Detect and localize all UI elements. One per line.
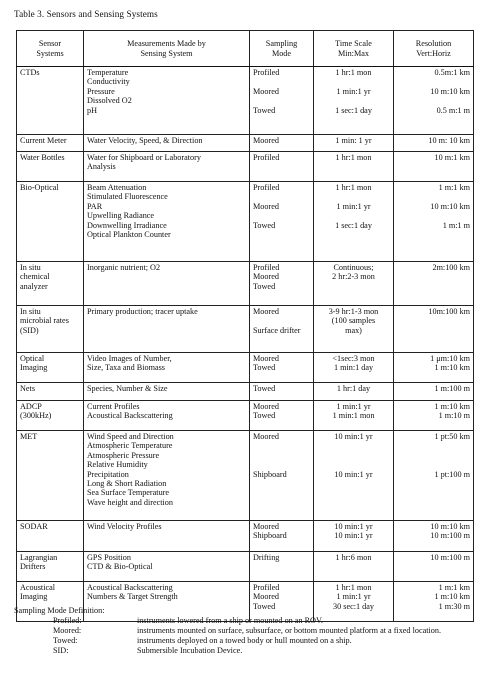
table-title: Table 3. Sensors and Sensing Systems [14, 9, 158, 19]
cell-line: Upwelling Radiance [87, 211, 155, 221]
cell-line: Moored [253, 592, 279, 602]
cell-line [253, 192, 310, 201]
cell-line: 10 min:1 yr [334, 469, 373, 479]
sampling-mode-cell [250, 262, 314, 306]
cell-line: Atmospheric Temperature [87, 441, 173, 451]
sampling-mode-cell [250, 306, 314, 353]
definition-term: Towed: [53, 635, 78, 645]
resolution-cell [394, 401, 474, 431]
cell-line: 1 m:10 km [434, 592, 470, 602]
resolution-cell [394, 383, 474, 401]
cell-line: Sea Surface Temperature [87, 488, 170, 498]
cell-line: 1 m:1 km [438, 183, 470, 192]
time-scale-cell [314, 383, 394, 401]
time-scale-cell [314, 152, 394, 182]
measurements-cell [84, 353, 250, 383]
table-row [17, 306, 474, 353]
cell-line [317, 441, 390, 450]
cell-line [253, 451, 310, 460]
sensor-cell [17, 383, 84, 401]
header-sampling-mode: Sampling Mode [250, 31, 314, 67]
cell-line: Moored [253, 307, 279, 316]
cell-line: Towed [253, 601, 276, 611]
cell-line: Optical Plankton Counter [87, 230, 171, 240]
table-row [17, 431, 474, 521]
cell-line: Precipitation [87, 469, 129, 479]
cell-line: Size, Taxa and Biomass [87, 363, 165, 373]
cell-line [397, 96, 470, 105]
resolution-cell [394, 353, 474, 383]
cell-line: 1 hr:1 day [336, 384, 371, 393]
measurements-cell [84, 182, 250, 262]
cell-line: 1 m:100 m [434, 384, 470, 393]
cell-line: Analysis [87, 162, 116, 172]
cell-line: max) [345, 325, 362, 335]
cell-line [397, 441, 470, 450]
cell-line: Profiled [253, 183, 280, 192]
sensor-cell [17, 182, 84, 262]
cell-line: CTD & Bio-Optical [87, 562, 153, 572]
cell-line: ADCP [20, 402, 42, 411]
sensor-cell [17, 67, 84, 135]
cell-line: (300kHz) [20, 411, 52, 421]
time-scale-cell [314, 306, 394, 353]
cell-line: 1 min:1 day [333, 363, 374, 373]
definition-item [14, 636, 484, 646]
cell-line: 0.5m:1 km [434, 68, 470, 77]
definition-description: Submersible Incubation Device. [137, 645, 243, 655]
table-row [17, 135, 474, 152]
cell-line: Relative Humidity [87, 460, 148, 470]
cell-line: Shipboard [253, 469, 287, 479]
measurements-cell [84, 135, 250, 152]
table-row [17, 182, 474, 262]
cell-line: MET [20, 432, 38, 441]
cell-line: Pressure [87, 86, 115, 96]
cell-line: 1 μm:10 km [430, 354, 470, 363]
cell-line: <1sec:3 mon [332, 354, 375, 363]
cell-line: Moored [253, 272, 279, 282]
time-scale-cell [314, 401, 394, 431]
cell-line: Wind Speed and Direction [87, 432, 174, 441]
definition-description: instruments mounted on surface, subsurface, or bottom mounted platform at a fixed location. [137, 625, 441, 635]
time-scale-cell [314, 521, 394, 552]
cell-line: 10 min:1 yr [334, 432, 373, 441]
cell-line: 1 min:1 mon [332, 411, 375, 421]
measurements-cell [84, 306, 250, 353]
definition-description: instruments deployed on a towed body or hull mounted on a ship. [137, 635, 352, 645]
measurements-cell [84, 152, 250, 182]
table-row [17, 383, 474, 401]
table-row [17, 353, 474, 383]
cell-line: Species, Number & Size [87, 384, 168, 393]
table-row [17, 552, 474, 582]
cell-line: Numbers & Target Strength [87, 592, 178, 602]
cell-line: 1 hr:1 mon [335, 68, 372, 77]
time-scale-cell [314, 182, 394, 262]
sensor-cell [17, 431, 84, 521]
table-body [17, 67, 474, 622]
time-scale-cell [314, 262, 394, 306]
resolution-cell [394, 431, 474, 521]
cell-line: In situ [20, 263, 41, 272]
cell-line: 10 min:1 yr [334, 531, 373, 541]
sampling-mode-cell [250, 552, 314, 582]
cell-line: 10 m:10 km [430, 522, 470, 531]
cell-line [253, 211, 310, 220]
sampling-mode-cell [250, 401, 314, 431]
header-row [17, 31, 474, 67]
measurements-cell [84, 552, 250, 582]
cell-line: Downwelling Irradiance [87, 220, 167, 230]
cell-line: Imaging [20, 592, 48, 602]
cell-line [397, 451, 470, 460]
cell-line: 10 m:10 km [430, 201, 470, 211]
cell-line [253, 96, 310, 105]
cell-line: Lagrangian [20, 553, 58, 562]
cell-line: Current Meter [20, 136, 67, 145]
sensor-cell [17, 306, 84, 353]
definition-term: Profiled: [53, 615, 82, 625]
cell-line: 1 min:1 yr [336, 592, 371, 602]
cell-line: Water Bottles [20, 153, 65, 162]
resolution-cell [394, 67, 474, 135]
cell-line: Continuous; [333, 263, 374, 272]
definition-item [14, 646, 484, 656]
cell-line [317, 77, 390, 86]
cell-line: microbial rates [20, 316, 69, 326]
cell-line: 2m:100 km [432, 263, 470, 272]
table-row [17, 152, 474, 182]
definition-item [14, 616, 484, 626]
sampling-mode-cell [250, 383, 314, 401]
cell-line: 1 pt:50 km [434, 432, 470, 441]
sampling-mode-cell [250, 152, 314, 182]
cell-line: 1 m:10 km [434, 402, 470, 411]
cell-line: Dissolved O2 [87, 96, 132, 106]
resolution-cell [394, 306, 474, 353]
sensor-cell [17, 401, 84, 431]
sampling-mode-cell [250, 67, 314, 135]
cell-line [397, 230, 470, 239]
cell-line [317, 96, 390, 105]
measurements-cell [84, 401, 250, 431]
cell-line: Profiled [253, 153, 280, 162]
cell-line: 1 m:10 m [438, 411, 470, 421]
cell-line: 10 m:1 km [434, 153, 470, 162]
time-scale-cell [314, 135, 394, 152]
cell-line: Temperature [87, 68, 129, 77]
cell-line: Imaging [20, 363, 48, 373]
cell-line: 10 min:1 yr [334, 522, 373, 531]
cell-line: 10 m:100 m [430, 531, 470, 541]
cell-line: 1 min:1 yr [336, 86, 371, 96]
cell-line: 10 m: 10 km [428, 136, 470, 145]
cell-line: Water for Shipboard or Laboratory [87, 153, 201, 162]
cell-line [253, 77, 310, 86]
cell-line: Surface drifter [253, 325, 301, 335]
sampling-mode-cell [250, 521, 314, 552]
cell-line: 2 hr:2-3 mon [332, 272, 375, 282]
cell-line: Moored [253, 522, 279, 531]
cell-line: Moored [253, 201, 279, 211]
sensor-table [16, 30, 474, 622]
measurements-cell [84, 262, 250, 306]
measurements-cell [84, 67, 250, 135]
cell-line: Long & Short Radiation [87, 479, 167, 489]
cell-line: 1 m:1 m [442, 220, 470, 230]
resolution-cell [394, 135, 474, 152]
table-row [17, 521, 474, 552]
cell-line: Towed [253, 220, 276, 230]
cell-line [397, 77, 470, 86]
cell-line: Acoustical [20, 583, 56, 592]
sampling-mode-cell [250, 353, 314, 383]
cell-line: Moored [253, 136, 279, 145]
cell-line: Stimulated Fluorescence [87, 192, 168, 202]
cell-line: 1 min:1 yr [336, 402, 371, 411]
cell-line: Towed [253, 384, 276, 393]
cell-line: Moored [253, 402, 279, 411]
cell-line [253, 230, 310, 239]
cell-line: 1 pt:100 m [434, 469, 470, 479]
cell-line [253, 441, 310, 450]
cell-line: 10 m:100 m [430, 553, 470, 562]
cell-line: Conductivity [87, 77, 130, 87]
cell-line: (100 samples [331, 316, 376, 326]
cell-line: 30 sec:1 day [333, 601, 374, 611]
measurements-cell [84, 521, 250, 552]
sampling-mode-cell [250, 182, 314, 262]
sensor-cell [17, 552, 84, 582]
cell-line: Nets [20, 384, 36, 393]
cell-line: 1 sec:1 day [335, 220, 372, 230]
resolution-cell [394, 152, 474, 182]
cell-line: Moored [253, 354, 279, 363]
cell-line: Towed [253, 363, 276, 373]
cell-line: In situ [20, 307, 41, 316]
definition-term: SID: [53, 645, 69, 655]
table-row [17, 401, 474, 431]
cell-line [317, 211, 390, 220]
cell-line: pH [87, 105, 98, 115]
measurements-cell [84, 431, 250, 521]
sensor-cell [17, 152, 84, 182]
definitions-heading: Sampling Mode Definition: [14, 606, 105, 615]
cell-line: 10 m:10 km [430, 86, 470, 96]
sampling-mode-cell [250, 135, 314, 152]
cell-line [317, 192, 390, 201]
cell-line [253, 316, 310, 325]
cell-line: CTDs [20, 68, 40, 77]
cell-line: Inorganic nutrient; O2 [87, 263, 161, 272]
cell-line: (SID) [20, 325, 39, 335]
cell-line: Wind Velocity Profiles [87, 522, 162, 531]
table-row [17, 262, 474, 306]
cell-line: Bio-Optical [20, 183, 59, 192]
cell-line: 1 m:10 km [434, 363, 470, 373]
cell-line: chemical [20, 272, 50, 282]
cell-line: 1 m:1 km [438, 583, 470, 592]
cell-line: Current Profiles [87, 402, 140, 411]
cell-line: PAR [87, 201, 103, 211]
cell-line: Towed [253, 411, 276, 421]
table-row [17, 67, 474, 135]
cell-line: 1 hr:1 mon [335, 183, 372, 192]
cell-line: Towed [253, 105, 276, 115]
cell-line [397, 192, 470, 201]
cell-line: Moored [253, 86, 279, 96]
sensor-cell [17, 135, 84, 152]
definition-description: instruments lowered from a ship or mounted on an ROV. [137, 615, 323, 625]
time-scale-cell [314, 431, 394, 521]
header-resolution: Resolution Vert:Horiz [394, 31, 474, 67]
resolution-cell [394, 521, 474, 552]
definition-item [14, 626, 484, 636]
sampling-mode-cell [250, 431, 314, 521]
cell-line: 0.5 m:1 m [436, 105, 470, 115]
cell-line: 3-9 hr:1-3 mon [328, 307, 379, 316]
time-scale-cell [314, 552, 394, 582]
cell-line: 1 min: 1 yr [335, 136, 372, 145]
cell-line: Optical [20, 354, 45, 363]
cell-line: Drifters [20, 562, 46, 572]
cell-line: 1 hr:6 mon [335, 553, 372, 562]
cell-line: Beam Attenuation [87, 183, 147, 192]
cell-line: Acoustical Backscattering [87, 583, 173, 592]
resolution-cell [394, 262, 474, 306]
cell-line: Atmospheric Pressure [87, 450, 160, 460]
cell-line [253, 460, 310, 469]
cell-line: Towed [253, 281, 276, 291]
cell-line [397, 460, 470, 469]
cell-line: 1 hr:1 mon [335, 583, 372, 592]
resolution-cell [394, 182, 474, 262]
header-sensor: Sensor Systems [17, 31, 84, 67]
cell-line: Drifting [253, 553, 280, 562]
cell-line: 10m:100 km [428, 307, 470, 316]
cell-line: Shipboard [253, 531, 287, 541]
cell-line: Profiled [253, 263, 280, 272]
cell-line [317, 230, 390, 239]
cell-line: 1 m:30 m [438, 601, 470, 611]
cell-line: Moored [253, 432, 279, 441]
cell-line: Acoustical Backscattering [87, 411, 173, 421]
resolution-cell [394, 552, 474, 582]
header-measurements: Measurements Made by Sensing System [84, 31, 250, 67]
cell-line: 1 min:1 yr [336, 201, 371, 211]
time-scale-cell [314, 67, 394, 135]
cell-line: Wave height and direction [87, 497, 173, 507]
definition-term: Moored: [53, 625, 82, 635]
time-scale-cell [314, 353, 394, 383]
cell-line: GPS Position [87, 553, 131, 562]
measurements-cell [84, 383, 250, 401]
sampling-mode-definitions [14, 606, 484, 655]
cell-line [317, 460, 390, 469]
cell-line: Video Images of Number, [87, 354, 172, 363]
cell-line: Profiled [253, 583, 280, 592]
cell-line [317, 451, 390, 460]
cell-line: Profiled [253, 68, 280, 77]
cell-line: Water Velocity, Speed, & Direction [87, 136, 203, 145]
cell-line: analyzer [20, 281, 48, 291]
cell-line: Primary production; tracer uptake [87, 307, 198, 316]
sensor-cell [17, 353, 84, 383]
header-time-scale: Time Scale Min:Max [314, 31, 394, 67]
sensor-cell [17, 262, 84, 306]
cell-line: 1 hr:1 mon [335, 153, 372, 162]
cell-line: SODAR [20, 522, 48, 531]
sensor-cell [17, 521, 84, 552]
cell-line [397, 211, 470, 220]
cell-line: 1 sec:1 day [335, 105, 372, 115]
